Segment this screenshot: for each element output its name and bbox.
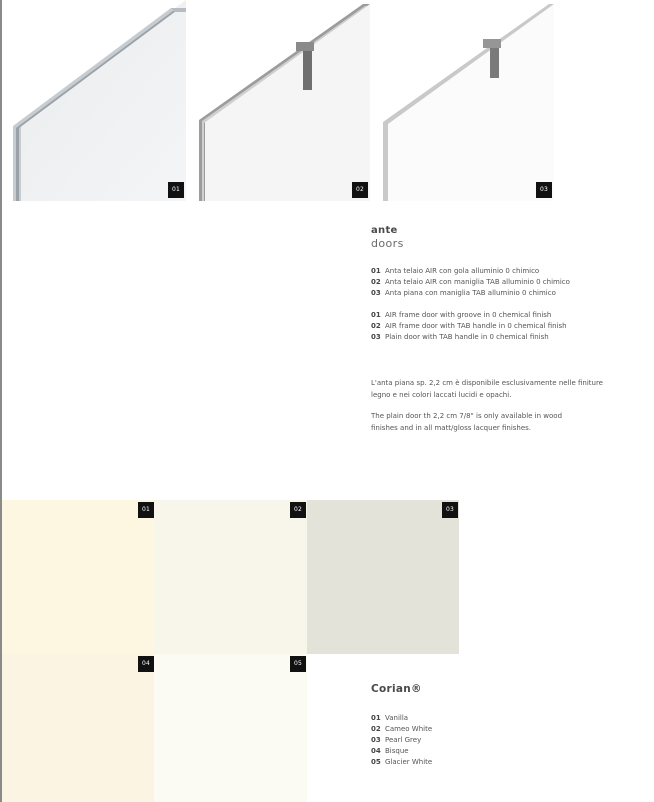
list-item: 05 Glacier White <box>371 758 433 766</box>
swatch-badge: 05 <box>290 656 306 672</box>
note-en: The plain door th 2,2 cm 7/8" is only available in wood finishes and in all matt/gloss lacquer finishes. <box>371 412 563 432</box>
swatch-cameo-white <box>154 500 307 654</box>
swatch-vanilla <box>2 500 154 654</box>
note-it: L'anta piana sp. 2,2 cm è disponibile esclusivamente nelle finiture legno e nei colori laccati lucidi e opachi. <box>371 379 603 399</box>
door-photo-01 <box>3 0 186 201</box>
list-item: 03 Plain door with TAB handle in 0 chemical finish <box>371 333 549 341</box>
list-item: 01 Anta telaio AIR con gola alluminio 0 chimico <box>371 267 540 275</box>
door-photo-03 <box>383 0 554 201</box>
list-item: 03 Anta piana con maniglia TAB alluminio 0 chimico <box>371 289 556 297</box>
list-item: 02 AIR frame door with TAB handle in 0 chemical finish <box>371 322 567 330</box>
list-item: 02 Cameo White <box>371 725 433 733</box>
swatch-pearl-grey <box>307 500 459 654</box>
list-item: 04 Bisque <box>371 747 409 755</box>
swatch-badge: 02 <box>290 502 306 518</box>
photo-badge: 03 <box>536 182 552 198</box>
door-photo-02 <box>199 0 370 201</box>
list-item: 03 Pearl Grey <box>371 736 422 744</box>
swatch-badge: 04 <box>138 656 154 672</box>
doors-title-en: doors <box>371 237 404 250</box>
swatch-badge: 03 <box>442 502 458 518</box>
corian-title: Corian® <box>371 683 422 695</box>
doors-list-it <box>371 266 570 299</box>
swatch-bisque <box>2 654 154 802</box>
list-item: 01 AIR frame door with groove in 0 chemical finish <box>371 311 552 319</box>
list-item: 01 Vanilla <box>371 714 409 722</box>
doors-title-it: ante <box>371 225 398 236</box>
photo-badge: 01 <box>168 182 184 198</box>
swatch-glacier-white <box>154 654 307 802</box>
corian-list <box>371 713 432 768</box>
swatch-badge: 01 <box>138 502 154 518</box>
doors-list-en <box>371 310 567 343</box>
photo-badge: 02 <box>352 182 368 198</box>
list-item: 02 Anta telaio AIR con maniglia TAB alluminio 0 chimico <box>371 278 570 286</box>
